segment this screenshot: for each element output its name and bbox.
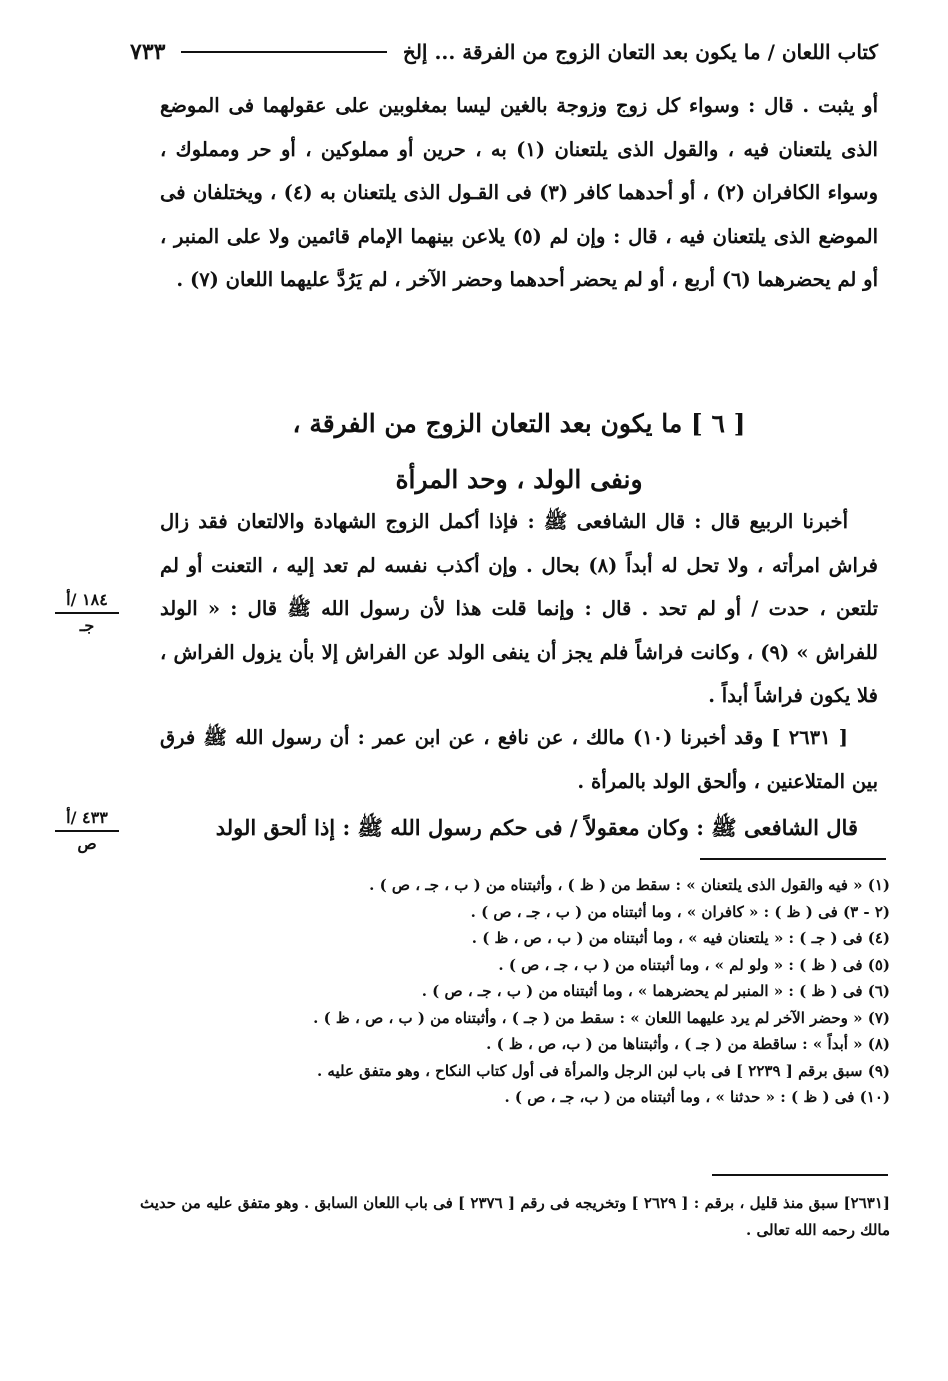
header-rule — [181, 51, 386, 53]
footnote: (٨) « أبداً » : ساقطة من ( جـ ) ، وأثبتناها من ( ب، ص ، ظ ) . — [486, 1035, 890, 1053]
paragraph-hadith-2631: [ ٢٦٣١ ] وقد أخبرنا (١٠) مالك ، عن نافع ، عن ابن عمر : أن رسول الله ﷺ فرق بين المتلاعنين ، وألحق الولد بالمرأة . — [160, 726, 878, 793]
footnote: (٧) « وحضر الآخر لم يرد عليهما اللعان » : سقط من ( جـ ) ، وأثبتناه من ( ب ، ص ، ظ ) . — [313, 1008, 890, 1027]
margin-manuscript-ref — [55, 808, 119, 854]
hadith-takhrij-note: [٢٦٣١] سبق منذ قليل ، برقم : [ ٢٦٢٩ ] وتخريجه فى رقم [ ٢٣٧٦ ] فى باب اللعان السابق . وهو متفق عليه من حديث مالك رحمه الله تعالى . — [140, 1194, 890, 1239]
footnote: (٢ - ٣) فى ( ظ ) : « كافران » ، وما أثبتناه من ( ب ، جـ ، ص ) . — [470, 902, 890, 921]
page-number: ٧٣٣ — [130, 39, 166, 65]
footnote-separator — [700, 858, 886, 860]
section-heading-line-1: [ ٦ ] ما يكون بعد التعان الزوج من الفرقة ، — [292, 409, 746, 438]
footnote: (٩) سبق برقم [ ٢٢٣٩ ] فى باب لبن الرجل والمرأة فى أول كتاب النكاح ، وهو متفق عليه . — [316, 1061, 890, 1080]
footnotes-list — [240, 872, 890, 1111]
margin-ref-siglum: جـ — [79, 616, 95, 635]
margin-ref-folio: ١٨٤ /أ — [55, 590, 119, 614]
margin-ref-siglum: ص — [77, 834, 97, 853]
section-heading-line-2: ونفى الولد ، وحد المرأة — [395, 465, 643, 494]
footnote: (١) « فيه والقول الذى يلتعنان » : سقط من ( ظ ) ، وأثبتناه من ( ب ، جـ ، ص ) . — [369, 876, 890, 894]
margin-ref-folio: ٤٣٣ /أ — [55, 808, 119, 832]
footnote: (١٠) فى ( ظ ) : « حدثنا » ، وما أثبتناه من ( ب، جـ ، ص ) . — [504, 1088, 890, 1106]
header-title: كتاب اللعان / ما يكون بعد التعان الزوج من الفرقة ... إلخ — [402, 40, 878, 64]
running-header — [130, 34, 878, 70]
paragraph-shafii-continuation: قال الشافعى ﷺ : وكان معقولاً / فى حكم رسول الله ﷺ : إذا ألحق الولد — [215, 815, 858, 840]
paragraph-shafii-statement: أخبرنا الربيع قال : قال الشافعى ﷺ : فإذا أكمل الزوج الشهادة والالتعان فقد زال فراش امرأته ، ولا تحل له أبداً (٨) بحال . وإن أكذب نفسه لم تعد إليه ، التعنت أو لم تلتعن ، حدت / أو لم تحد . قال : وإنما قلت هذا لأن رسول الله ﷺ قال : « الولد للفراش » (٩) ، وكانت فراشاً فلم يجز أن ينفى الولد عن الفراش إلا بأن يزول الفراش ، فلا يكون فراشاً أبداً . — [160, 510, 878, 707]
margin-manuscript-ref — [55, 590, 119, 636]
footnote: (٥) فى ( ظ ) : « ولو لم » ، وما أثبتناه من ( ب ، جـ ، ص ) . — [498, 955, 890, 974]
footnote: (٦) فى ( ظ ) : « المنبر لم يحضرهما » ، وما أثبتناه من ( ب ، جـ ، ص ) . — [421, 982, 890, 1000]
hadith-note-separator — [712, 1174, 888, 1176]
paragraph-continuation: أو يثبت . قال : وسواء كل زوج وزوجة بالغين ليسا بمغلوبين على عقولهما فى الموضع الذى يلتعنان فيه ، والقول الذى يلتعنان (١) به ، حرين أو مملوكين ، أو حر ومملوك ، وسواء الكافران (٢) ، أو أحدهما كافر (٣) فى القـول الذى يلتعنان به (٤) ، ويختلفان فى الموضع الذى يلتعنان فيه ، قال : وإن لم (٥) يلاعن بينهما الإمام قائمين ولا على المنبر ، أو لم يحضرهما (٦) أربع ، أو لم يحضر أحدهما وحضر الآخر ، لم يَرُدَّ عليهما اللعان (٧) . — [160, 94, 879, 291]
section-heading — [160, 396, 878, 508]
footnote: (٤) فى ( جـ ) : « يلتعنان فيه » ، وما أثبتناه من ( ب ، ص ، ظ ) . — [471, 929, 890, 947]
